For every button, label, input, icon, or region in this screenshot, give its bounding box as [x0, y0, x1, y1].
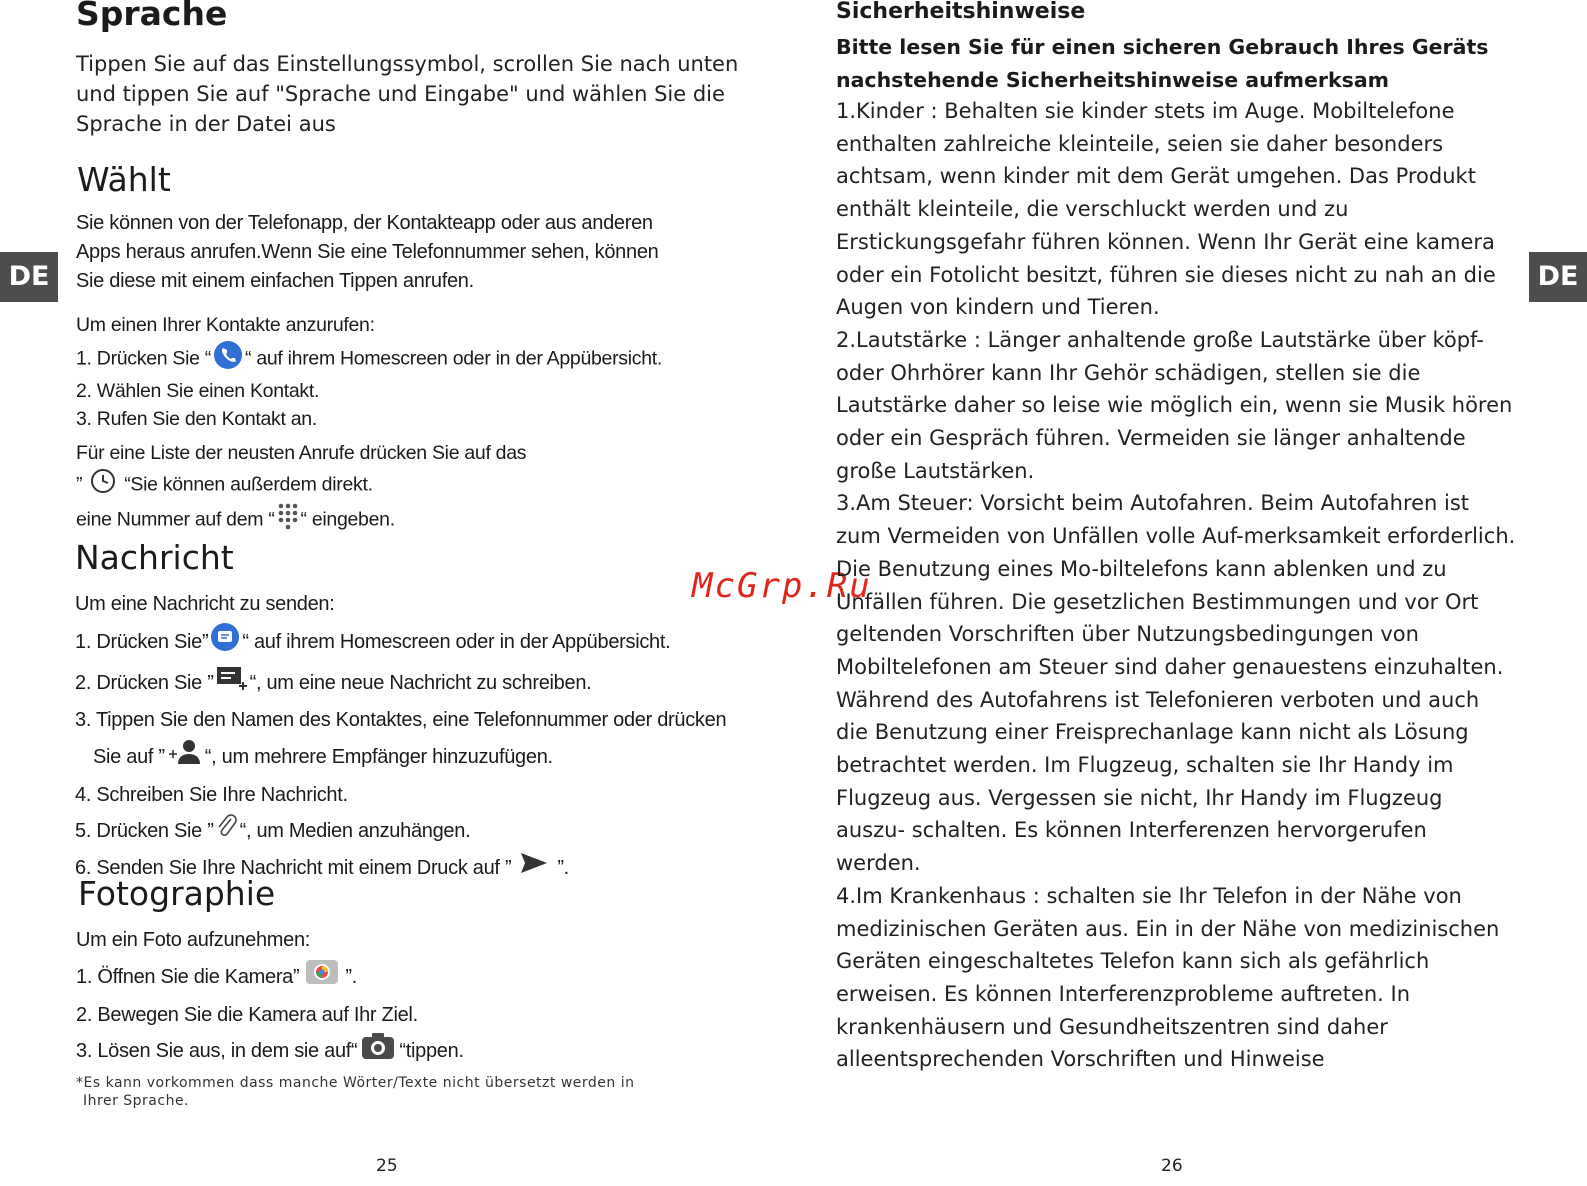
message-step-2: 2. Drücken Sie ” “, um eine neue Nachricht zu schreiben. [75, 664, 726, 704]
send-icon [519, 851, 549, 887]
call-contact-steps [76, 312, 662, 433]
camera-app-icon [305, 958, 339, 998]
messaging-app-icon [210, 622, 240, 664]
photo-steps [76, 923, 464, 1072]
note-line-1: *Es kann vorkommen dass manche Wörter/Texte nicht übersetzt werden in [76, 1075, 635, 1091]
message-step-3-line-2: Sie auf ” “, um mehrere Empfänger hinzuzufügen. [75, 738, 726, 778]
waehlt-intro [76, 209, 658, 296]
photo-step-2: 2. Bewegen Sie die Kamera auf Ihr Ziel. [76, 1003, 418, 1026]
message-step-6: 6. Senden Sie Ihre Nachricht mit einem Druck auf ” ”. [75, 851, 726, 887]
waehlt-title: Wählt [77, 160, 171, 199]
page-number-left: 25 [376, 1156, 398, 1176]
new-message-icon [216, 664, 248, 704]
note-line-2: Ihrer Sprache. [83, 1093, 190, 1109]
watermark: McGrp.Ru [692, 566, 872, 606]
message-steps [75, 587, 726, 886]
call-contact-heading: Um einen Ihrer Kontakte anzurufen: [76, 314, 375, 336]
call-step-2: 2. Wählen Sie einen Kontakt. [76, 380, 320, 402]
message-step-5: 5. Drücken Sie ” “, um Medien anzuhängen. [75, 813, 726, 851]
recent-calls-block [76, 440, 526, 539]
nachricht-title: Nachricht [75, 538, 234, 577]
call-step-3: 3. Rufen Sie den Kontakt an. [76, 407, 317, 430]
safety-item-driving: 3.Am Steuer: Vorsicht beim Autofahren. Beim Autofahren ist zum Vermeiden von Unfällen volle Auf-merksamkeit erforderlich. Die Benutzung eines Mo-biltelefons kann ablenken und zu Unfällen führen. Die gesetzlichen Bestimmungen und vor Ort geltenden Vorschriften über Nutzungsbedingungen von Mobiltelefonen am Steuer sind daher genauestens einzuhalten. Während des Autofahrens ist Telefonieren verboten und auch die Benutzung einer Freisprechanlage kann nicht als Lösung betrachtet werden. Im Flugzeug, schalten sie Ihr Handy im Flugzeug aus. Vergessen sie nicht, Ihr Handy im Flugzeug auszu- schalten. Es können Interferenzen hervorgerufen werden. [836, 491, 1516, 876]
safety-item-volume: 2.Lautstärke : Länger anhaltende große Lautstärke über köpf-oder Ohrhörer kann Ihr Gehör schädigen, stellen sie die Lautstärke daher so leise wie möglich ein, wenn sie Musik hören oder ein Gespräch führen. Vermeiden sie länger anhaltende große Lautstärken. [836, 327, 1513, 483]
page-number-right: 26 [1161, 1156, 1183, 1176]
safety-title: Sicherheitshinweise [836, 0, 1086, 24]
photo-step-1: 1. Öffnen Sie die Kamera” ”. [76, 958, 464, 998]
translation-note [76, 1074, 635, 1110]
photo-step-3: 3. Lösen Sie aus, in dem sie auf“ “tippen. [76, 1032, 464, 1072]
sprache-text: Tippen Sie auf das Einstellungssymbol, scrollen Sie nach unten und tippen Sie auf "Sprache und Eingabe" und wählen Sie die Sprache in der Datei aus [76, 52, 739, 136]
language-tab-right: DE [1529, 252, 1587, 302]
message-step-4: 4. Schreiben Sie Ihre Nachricht. [75, 783, 348, 806]
left-page [0, 0, 793, 1186]
waehlt-intro-line: Sie diese mit einem einfachen Tippen anrufen. [76, 270, 474, 292]
language-tab-left: DE [0, 252, 58, 302]
shutter-icon [361, 1032, 395, 1072]
paperclip-icon [216, 813, 238, 851]
safety-body [836, 95, 1516, 1076]
message-heading: Um eine Nachricht zu senden: [75, 593, 335, 615]
waehlt-intro-line: Sie können von der Telefonapp, der Kontakteapp oder aus anderen [76, 212, 653, 234]
clock-icon [90, 468, 116, 503]
photo-heading: Um ein Foto aufzunehmen: [76, 929, 311, 951]
waehlt-intro-line: Apps heraus anrufen.Wenn Sie eine Telefonnummer sehen, können [76, 241, 659, 263]
sprache-title: Sprache [76, 0, 228, 33]
recent-line-2: ” “Sie können außerdem direkt. [76, 468, 526, 503]
phone-icon [213, 340, 243, 379]
call-step-1: 1. Drücken Sie “ “ auf ihrem Homescreen oder in der Appübersicht. [76, 340, 662, 379]
dialpad-icon [277, 502, 299, 539]
recent-line-1: Für eine Liste der neusten Anrufe drücken Sie auf das [76, 442, 527, 464]
recent-line-3: eine Nummer auf dem “ “ eingeben. [76, 502, 526, 539]
safety-item-hospital: 4.Im Krankenhaus : schalten sie Ihr Telefon in der Nähe von medizinischen Geräten aus. Ein in der Nähe von medizinischen Geräten eingeschaltetes Telefon kann sich als gefährlich erweisen. Es können Interferenzprobleme auftreten. In krankenhäusern und Gesundheitszentren sind daher alleentsprechenden Vorschriften und Hinweise [836, 883, 1500, 1072]
message-step-1: 1. Drücken Sie” “ auf ihrem Homescreen oder in der Appübersicht. [75, 622, 726, 664]
message-step-3-line-1: 3. Tippen Sie den Namen des Kontaktes, eine Telefonnummer oder drücken [75, 709, 727, 732]
add-recipient-icon [167, 738, 203, 778]
safety-subtitle: Bitte lesen Sie für einen sicheren Gebrauch Ihres Geräts nachstehende Sicherheitshinweise aufmerksam [836, 35, 1489, 92]
safety-item-children: 1.Kinder : Behalten sie kinder stets im Auge. Mobiltelefone enthalten zahlreiche kleinteile, seien sie daher besonders achtsam, wenn kinder mit dem Gerät umgehen. Das Produkt enthält kleinteile, die verschluckt werden und zu Erstickungsgefahr führen können. Wenn Ihr Gerät eine kamera oder ein Fotolicht besitzt, führen sie dieses nicht zu nah an die Augen von kindern und Tieren. [836, 99, 1496, 320]
foto-title: Fotographie [78, 874, 276, 913]
